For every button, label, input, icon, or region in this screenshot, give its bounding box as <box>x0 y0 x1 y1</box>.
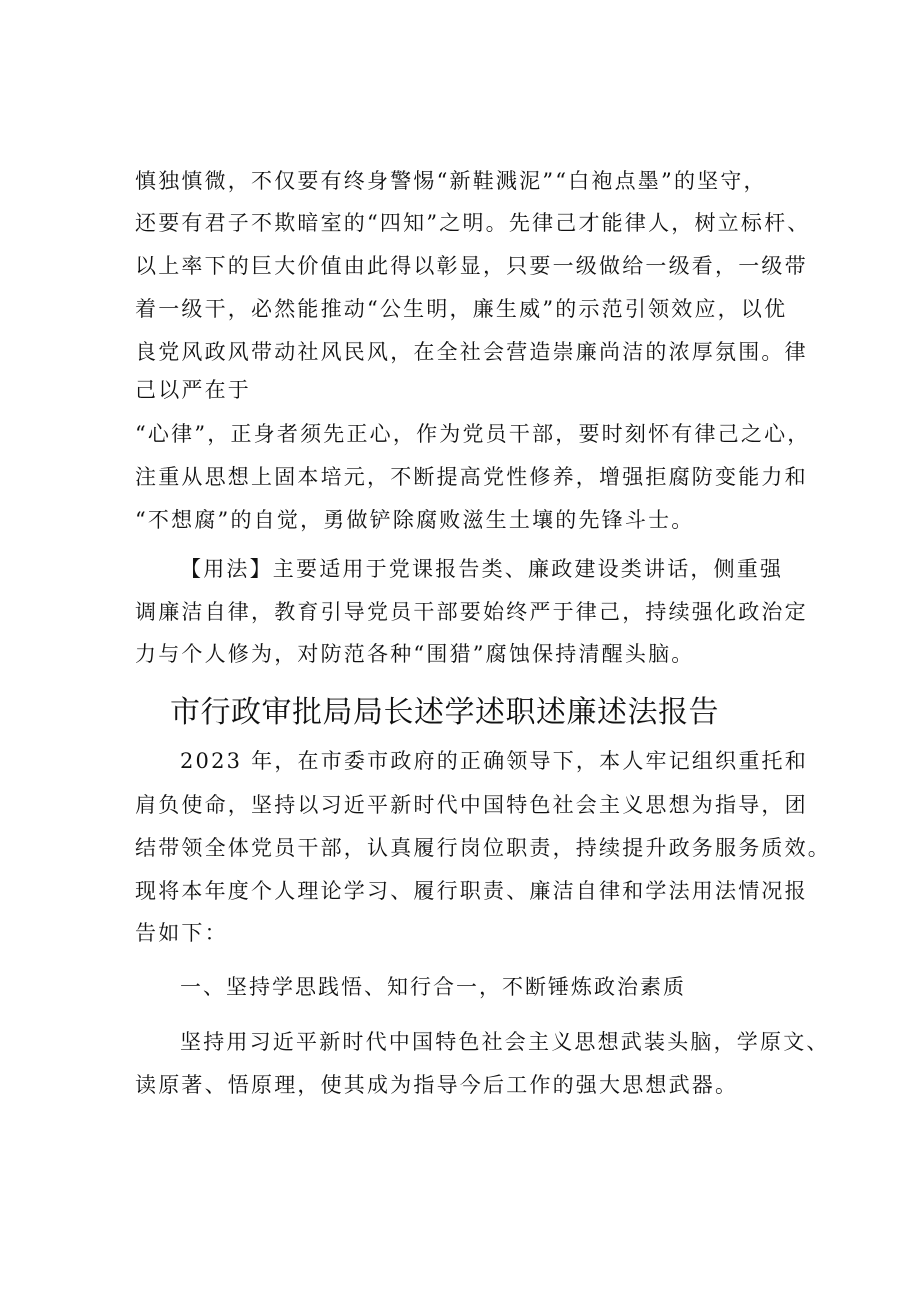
text-line: 【用法】主要适用于党课报告类、廉政建设类讲话，侧重强 <box>180 557 784 581</box>
report-title: 市行政审批局局长述学述职述廉述法报告 <box>170 695 719 730</box>
text-line: 还要有君子不欺暗室的“四知”之明。先律己才能律人，树立标杆、 <box>135 211 811 235</box>
text-line: 慎独慎微，不仅要有终身警惕“新鞋溅泥”“白袍点墨”的坚守， <box>135 169 767 193</box>
text-line: 着一级干，必然能推动“公生明，廉生威”的示范引领效应，以优 <box>135 297 788 321</box>
text-line: 以上率下的巨大价值由此得以彰显，只要一级做给一级看，一级带 <box>135 254 808 278</box>
text-line: 现将本年度个人理论学习、履行职责、廉洁自律和学法用法情况报 <box>135 879 808 903</box>
text-line: “不想腐”的自觉，勇做铲除腐败滋生土壤的先锋斗士。 <box>135 508 695 532</box>
text-line: 良党风政风带动社风民风，在全社会营造崇廉尚洁的浓厚氛围。律 <box>135 340 808 364</box>
text-line: “心律”，正身者须先正心，作为党员干部，要时刻怀有律己之心， <box>135 422 811 446</box>
text-line: 结带领全体党员干部，认真履行岗位职责，持续提升政务服务质效。 <box>135 836 831 860</box>
text-line: 调廉洁自律，教育引导党员干部要始终严于律己，持续强化政治定 <box>135 600 808 624</box>
text-line: 坚持用习近平新时代中国特色社会主义思想武装头脑，学原文、 <box>180 1030 830 1054</box>
text-line: 读原著、悟原理，使其成为指导今后工作的强大思想武器。 <box>135 1073 739 1097</box>
text-line: 己以严在于 <box>135 378 251 402</box>
text-line: 注重从思想上固本培元，不断提高党性修养，增强拒腐防变能力和 <box>135 465 808 489</box>
text-line: 肩负使命，坚持以习近平新时代中国特色社会主义思想为指导，团 <box>135 793 808 817</box>
section-heading: 一、坚持学思践悟、知行合一，不断锤炼政治素质 <box>180 975 686 999</box>
text-line: 告如下： <box>135 921 228 945</box>
text-line: 力与个人修为，对防范各种“围猎”腐蚀保持清醒头脑。 <box>135 642 695 666</box>
text-line: 2023 年，在市委市政府的正确领导下，本人牢记组织重托和 <box>180 749 808 773</box>
